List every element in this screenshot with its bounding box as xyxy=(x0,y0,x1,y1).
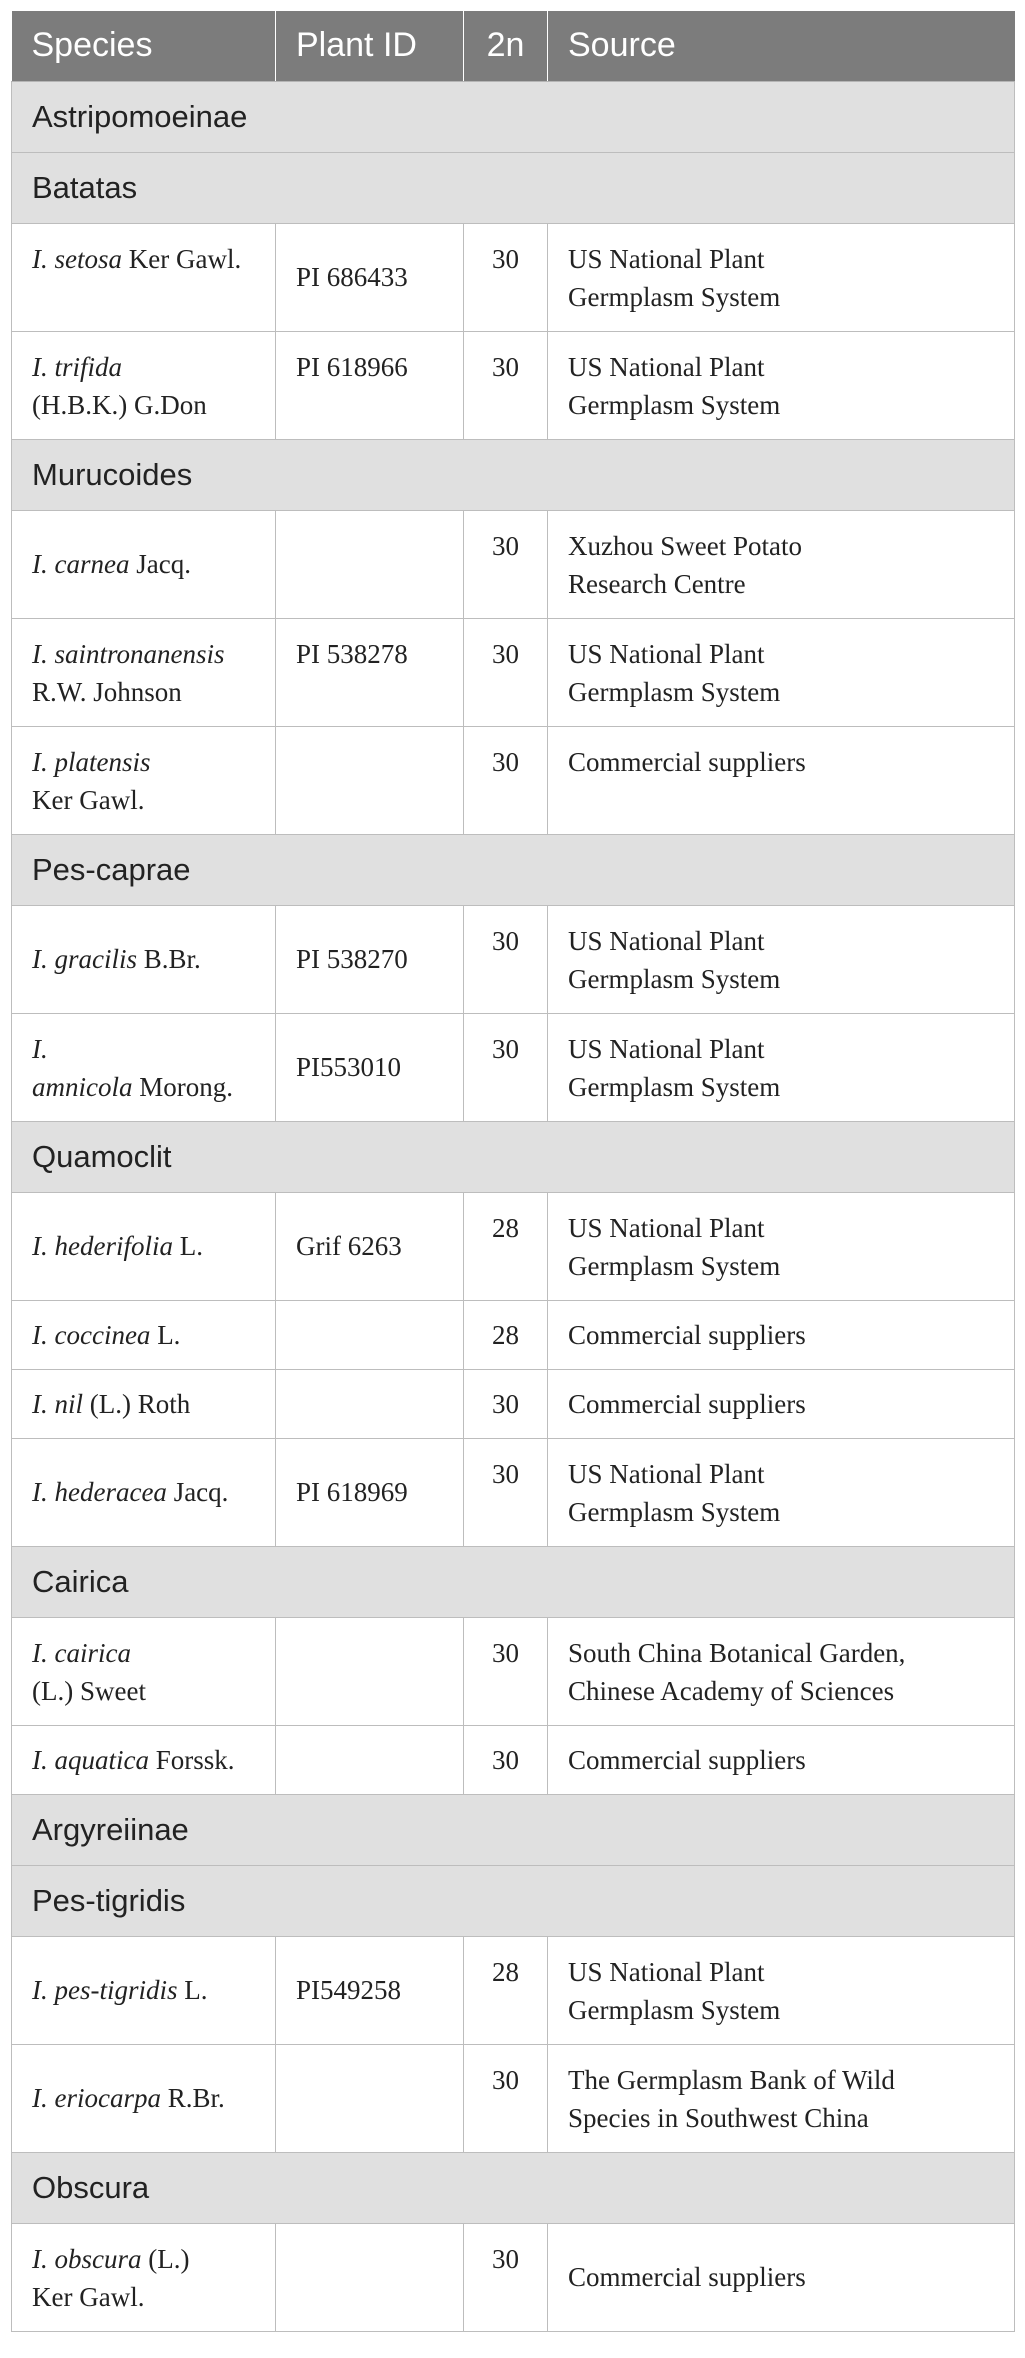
header-plant-id: Plant ID xyxy=(276,11,464,81)
species-table xyxy=(11,11,1015,2332)
source-line: Germplasm System xyxy=(568,1250,781,1281)
source-cell xyxy=(548,2044,1015,2152)
species-name: I. hederifolia xyxy=(32,1231,173,1261)
source-cell xyxy=(548,1936,1015,2044)
source-line: Commercial suppliers xyxy=(568,746,806,777)
chromosome-cell: 30 xyxy=(464,1013,548,1121)
source-line: Species in Southwest China xyxy=(568,2102,869,2133)
plant-id-cell xyxy=(276,1725,464,1794)
group-row xyxy=(12,1121,1015,1192)
species-cell xyxy=(12,726,276,834)
source-line: Commercial suppliers xyxy=(568,2262,806,2292)
table-row xyxy=(12,1369,1015,1438)
source-line: US National Plant xyxy=(568,1033,765,1064)
species-authority: L. xyxy=(177,1975,208,2005)
chromosome-cell: 30 xyxy=(464,1617,548,1725)
species-name: I. coccinea xyxy=(32,1319,151,1350)
table-row xyxy=(12,1300,1015,1369)
table-row xyxy=(12,1936,1015,2044)
species-cell xyxy=(12,2044,276,2152)
table-row xyxy=(12,905,1015,1013)
table-row xyxy=(12,2044,1015,2152)
source-line: Germplasm System xyxy=(568,281,781,312)
species-cell xyxy=(12,510,276,618)
chromosome-cell: 30 xyxy=(464,1369,548,1438)
species-authority: Ker Gawl. xyxy=(122,243,242,274)
chromosome-cell: 30 xyxy=(464,331,548,439)
group-row xyxy=(12,439,1015,510)
source-line: US National Plant xyxy=(568,1212,765,1243)
plant-id-cell: PI 538270 xyxy=(276,905,464,1013)
species-authority: R.W. Johnson xyxy=(32,676,182,707)
chromosome-cell: 30 xyxy=(464,2044,548,2152)
source-cell xyxy=(548,223,1015,331)
plant-id-cell: Grif 6263 xyxy=(276,1192,464,1300)
table-row xyxy=(12,1725,1015,1794)
group-row xyxy=(12,152,1015,223)
plant-id-cell xyxy=(276,1369,464,1438)
source-line: Xuzhou Sweet Potato xyxy=(568,530,802,561)
source-cell xyxy=(548,905,1015,1013)
source-line: US National Plant xyxy=(568,1458,765,1489)
source-line: The Germplasm Bank of Wild xyxy=(568,2064,895,2095)
group-label: Obscura xyxy=(12,2152,1015,2223)
species-cell xyxy=(12,1300,276,1369)
group-row xyxy=(12,81,1015,152)
group-label: Pes-tigridis xyxy=(12,1865,1015,1936)
header-row xyxy=(12,11,1015,81)
chromosome-cell: 28 xyxy=(464,1936,548,2044)
species-name: I. gracilis xyxy=(32,944,137,974)
species-cell xyxy=(12,1936,276,2044)
source-cell xyxy=(548,1438,1015,1546)
table-row xyxy=(12,1013,1015,1121)
source-line: Germplasm System xyxy=(568,1994,781,2025)
chromosome-cell: 30 xyxy=(464,618,548,726)
species-cell xyxy=(12,1617,276,1725)
species-name: I. eriocarpa xyxy=(32,2083,161,2113)
species-authority: Forssk. xyxy=(148,1744,235,1775)
plant-id-cell: PI 618966 xyxy=(276,331,464,439)
chromosome-cell: 28 xyxy=(464,1192,548,1300)
source-cell xyxy=(548,1013,1015,1121)
source-line: US National Plant xyxy=(568,351,765,382)
plant-id-cell: PI553010 xyxy=(276,1013,464,1121)
source-line: Commercial suppliers xyxy=(568,1388,806,1419)
species-name: I. nil xyxy=(32,1388,83,1419)
species-cell xyxy=(12,1192,276,1300)
chromosome-cell: 30 xyxy=(464,510,548,618)
source-cell xyxy=(548,2223,1015,2331)
plant-id-cell xyxy=(276,2223,464,2331)
source-line: US National Plant xyxy=(568,1956,765,1987)
species-name: I. cairica xyxy=(32,1637,131,1668)
table-row xyxy=(12,726,1015,834)
plant-id-cell: PI549258 xyxy=(276,1936,464,2044)
group-row xyxy=(12,834,1015,905)
source-line: Germplasm System xyxy=(568,676,781,707)
species-name: I. setosa xyxy=(32,243,122,274)
header-source: Source xyxy=(548,11,1015,81)
species-name: I. aquatica xyxy=(32,1744,149,1775)
table-row xyxy=(12,1617,1015,1725)
species-name-cont: amnicola xyxy=(32,1071,133,1102)
source-line: Commercial suppliers xyxy=(568,1319,806,1350)
species-cell xyxy=(12,1013,276,1121)
table-row xyxy=(12,223,1015,331)
group-label: Cairica xyxy=(12,1546,1015,1617)
source-cell xyxy=(548,1300,1015,1369)
group-label: Murucoides xyxy=(12,439,1015,510)
chromosome-cell: 30 xyxy=(464,223,548,331)
source-line: US National Plant xyxy=(568,638,765,669)
group-label: Batatas xyxy=(12,152,1015,223)
species-authority: Ker Gawl. xyxy=(32,784,145,815)
group-label: Quamoclit xyxy=(12,1121,1015,1192)
header-species: Species xyxy=(12,11,276,81)
chromosome-cell: 30 xyxy=(464,1438,548,1546)
group-label: Pes-caprae xyxy=(12,834,1015,905)
source-line: US National Plant xyxy=(568,243,765,274)
source-cell xyxy=(548,618,1015,726)
species-cell xyxy=(12,1725,276,1794)
plant-id-cell xyxy=(276,510,464,618)
species-authority-cont: Ker Gawl. xyxy=(32,2281,145,2312)
species-authority: R.Br. xyxy=(160,2083,225,2113)
group-label: Astripomoeinae xyxy=(12,81,1015,152)
source-cell xyxy=(548,331,1015,439)
source-line: South China Botanical Garden, xyxy=(568,1637,906,1668)
source-cell xyxy=(548,1617,1015,1725)
source-line: Germplasm System xyxy=(568,1496,781,1527)
species-authority: Morong. xyxy=(132,1071,233,1102)
table-row xyxy=(12,1438,1015,1546)
species-name: I. hederacea xyxy=(32,1477,167,1507)
species-name: I. carnea xyxy=(32,549,130,579)
species-name: I. pes-tigridis xyxy=(32,1975,178,2005)
group-row xyxy=(12,1546,1015,1617)
species-authority: Jacq. xyxy=(166,1477,229,1507)
table-row xyxy=(12,618,1015,726)
species-authority: B.Br. xyxy=(137,944,201,974)
chromosome-cell: 30 xyxy=(464,1725,548,1794)
group-row xyxy=(12,2152,1015,2223)
chromosome-cell: 28 xyxy=(464,1300,548,1369)
species-cell xyxy=(12,223,276,331)
plant-id-cell: PI 686433 xyxy=(276,223,464,331)
species-authority: (L.) Sweet xyxy=(32,1675,146,1706)
table-row xyxy=(12,510,1015,618)
table-row xyxy=(12,1192,1015,1300)
species-name: I. platensis xyxy=(32,746,151,777)
species-name: I. trifida xyxy=(32,351,123,382)
source-cell xyxy=(548,510,1015,618)
source-cell xyxy=(548,726,1015,834)
source-line: Germplasm System xyxy=(568,1071,781,1102)
species-name: I. xyxy=(32,1033,48,1064)
species-cell xyxy=(12,1438,276,1546)
plant-id-cell: PI 538278 xyxy=(276,618,464,726)
species-name: I. saintronanensis xyxy=(32,638,225,669)
table-row xyxy=(12,2223,1015,2331)
species-authority: L. xyxy=(172,1231,203,1261)
plant-id-cell: PI 618969 xyxy=(276,1438,464,1546)
species-authority: Jacq. xyxy=(129,549,191,579)
species-authority: (L.) xyxy=(141,2243,190,2274)
species-cell xyxy=(12,618,276,726)
chromosome-cell: 30 xyxy=(464,2223,548,2331)
source-line: Commercial suppliers xyxy=(568,1744,806,1775)
table-row xyxy=(12,331,1015,439)
plant-id-cell xyxy=(276,1617,464,1725)
species-cell xyxy=(12,331,276,439)
group-label: Argyreiinae xyxy=(12,1794,1015,1865)
species-cell xyxy=(12,1369,276,1438)
species-cell xyxy=(12,905,276,1013)
species-authority: (L.) Roth xyxy=(83,1388,191,1419)
group-row xyxy=(12,1794,1015,1865)
species-authority: (H.B.K.) G.Don xyxy=(32,389,207,420)
group-row xyxy=(12,1865,1015,1936)
chromosome-cell: 30 xyxy=(464,726,548,834)
source-line: Research Centre xyxy=(568,568,746,599)
plant-id-cell xyxy=(276,1300,464,1369)
plant-id-cell xyxy=(276,2044,464,2152)
source-cell xyxy=(548,1192,1015,1300)
source-line: Germplasm System xyxy=(568,963,781,994)
source-line: US National Plant xyxy=(568,925,765,956)
header-2n: 2n xyxy=(464,11,548,81)
species-name: I. obscura xyxy=(32,2243,142,2274)
species-authority: L. xyxy=(150,1319,181,1350)
source-cell xyxy=(548,1369,1015,1438)
plant-id-cell xyxy=(276,726,464,834)
species-cell xyxy=(12,2223,276,2331)
chromosome-cell: 30 xyxy=(464,905,548,1013)
source-line: Germplasm System xyxy=(568,389,781,420)
source-line: Chinese Academy of Sciences xyxy=(568,1675,895,1706)
source-cell xyxy=(548,1725,1015,1794)
